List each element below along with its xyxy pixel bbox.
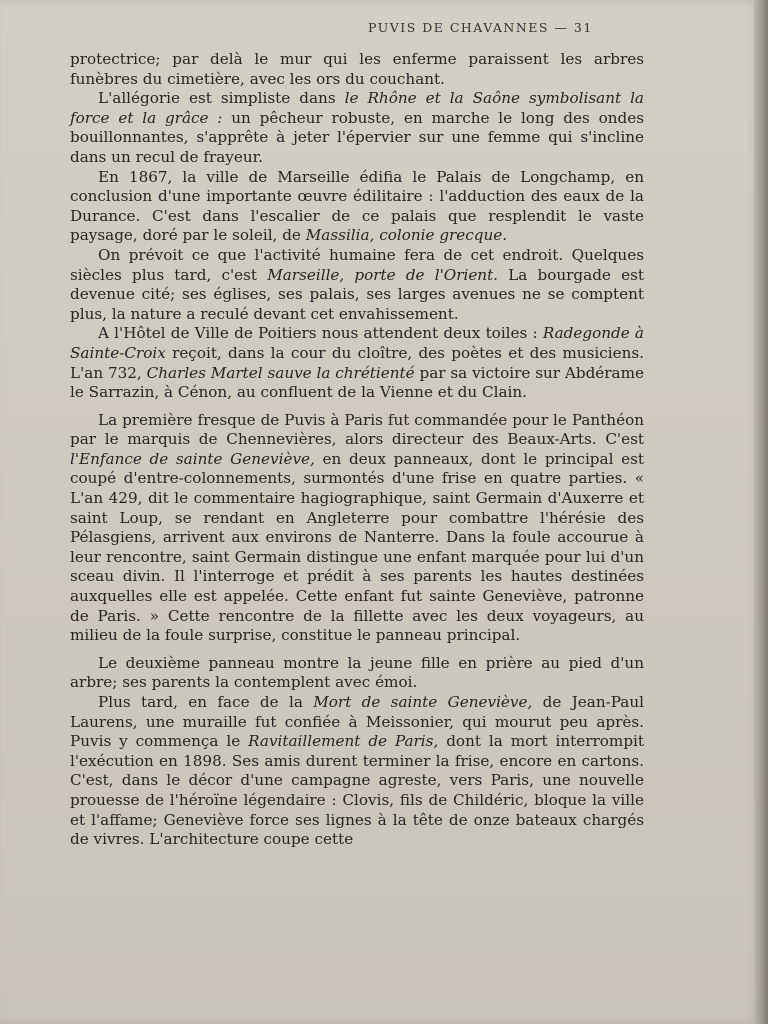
- paragraph-3: En 1867, la ville de Marseille édifia le Palais de Longchamp, en conclusion d'une importante œuvre édilitaire : l'adduction des eaux de la Durance. C'est dans l'escalier de ce palais que resplendit le vaste paysage, doré par le soleil, de Massilia, colonie grecque.: [70, 167, 644, 245]
- paragraph-6: La première fresque de Puvis à Paris fut commandée pour le Panthéon par le marquis de Chennevières, alors directeur des Beaux-Arts. C'est l'Enfance de sainte Geneviève, en deux panneaux, dont le principal est coupé d'entre-colonnements, surmontés d'une frise en quatre parties. « L'an 429, dit le commentaire hagiographique, saint Germain d'Auxerre et saint Loup, se rendant en Angleterre pour combattre l'hérésie des Pélasgiens, arrivent aux environs de Nanterre. Dans la foule accourue à leur rencontre, saint Germain distingue une enfant marquée pour lui d'un sceau divin. Il l'interroge et prédit à ses parents les hautes destinées auxquelles elle est appelée. Cette enfant fut sainte Geneviève, patronne de Paris. » Cette rencontre de la fillette avec les deux voyageurs, au milieu de la foule surprise, constitue le panneau principal.: [70, 410, 644, 645]
- paragraph-8: Plus tard, en face de la Mort de sainte Geneviève, de Jean-Paul Laurens, une muraille fut confiée à Meissonier, qui mourut peu après. Puvis y commença le Ravitaillement de Paris, dont la mort interrompit l'exécution en 1898. Ses amis durent terminer la frise, encore en cartons. C'est, dans le décor d'une campagne agreste, vers Paris, une nouvelle prouesse de l'héroïne légendaire : Clovis, fils de Childéric, bloque la ville et l'affame; Geneviève force ses lignes à la tête de onze bateaux chargés de vivres. L'architecture coupe cette: [70, 693, 645, 849]
- artwork-title: Mort de sainte Geneviève,: [313, 693, 533, 711]
- paragraph-7: Le deuxième panneau montre la jeune fille en prière au pied d'un arbre; ses parents la contemplent avec émoi.: [70, 653, 644, 692]
- artwork-title: l'Enfance de sainte Geneviève,: [70, 449, 315, 468]
- page-edge: [754, 0, 768, 1024]
- running-header: PUVIS DE CHAVANNES — 31: [368, 20, 593, 35]
- artwork-title: Massilia, colonie grecque.: [305, 226, 508, 245]
- paragraph-4: On prévoit ce que l'activité humaine fera de cet endroit. Quelques siècles plus tard, c'est Marseille, porte de l'Orient. La bourgade est devenue cité; ses églises, ses palais, ses larges avenues ne se comptent plus, la nature a reculé devant cet envahissement.: [70, 245, 644, 323]
- body-text: [70, 50, 644, 850]
- artwork-title: le Rhône et la Saône symbolisant la force et la grâce :: [70, 89, 644, 127]
- paragraph-1: protectrice; par delà le mur qui les enferme paraissent les arbres funèbres du cimetière, avec les ors du couchant.: [70, 50, 644, 88]
- artwork-title: Marseille, porte de l'Orient.: [267, 265, 499, 284]
- paragraph-5: A l'Hôtel de Ville de Poitiers nous attendent deux toiles : Radegonde à Sainte-Croix reçoit, dans la cour du cloître, des poètes et des musiciens. L'an 732, Charles Martel sauve la chrétienté par sa victoire sur Abdérame le Sarrazin, à Cénon, au confluent de la Vienne et du Clain.: [70, 324, 644, 402]
- artwork-title: Ravitaillement de Paris,: [248, 732, 439, 751]
- artwork-title: Charles Martel sauve la chrétienté: [146, 363, 415, 382]
- paragraph-2: L'allégorie est simpliste dans le Rhône et la Saône symbolisant la force et la grâce : un pêcheur robuste, en marche le long des ondes bouillonnantes, s'apprête à jeter l'épervier sur une femme qui s'incline dans un recul de frayeur.: [70, 89, 645, 166]
- artwork-title: Radegonde à Sainte-Croix: [70, 324, 644, 362]
